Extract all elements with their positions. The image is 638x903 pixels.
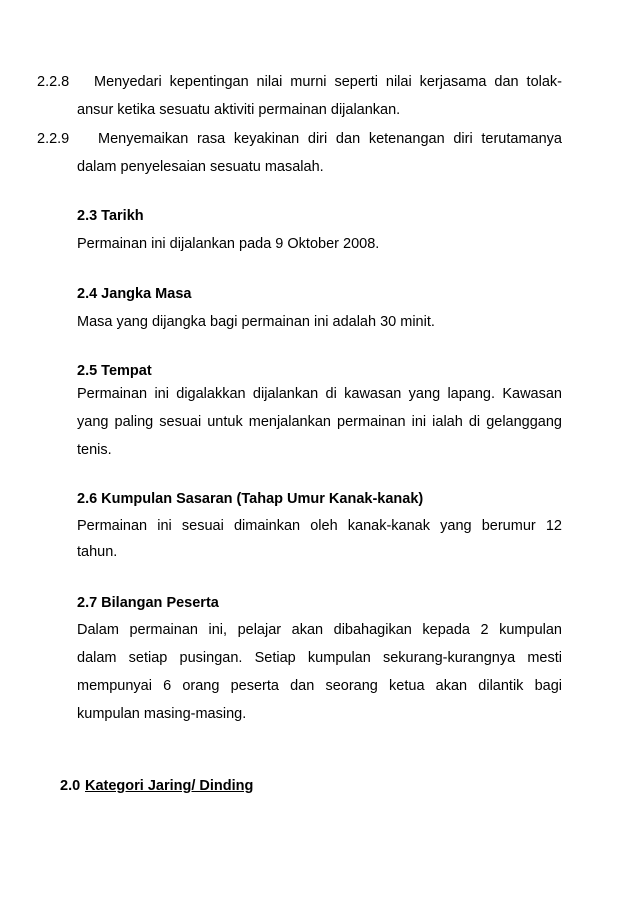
section-heading: 2.4 Jangka Masa <box>77 286 192 302</box>
section-heading: 2.6 Kumpulan Sasaran (Tahap Umur Kanak-kanak) <box>77 491 424 507</box>
section-text-line: dalam setiap pusingan. Setiap kumpulan sekurang-kurangnya mesti <box>77 650 562 666</box>
item-text-line: ansur ketika sesuatu aktiviti permainan dijalankan. <box>77 102 401 118</box>
item-text-line: Menyedari kepentingan nilai murni seperti nilai kerjasama dan tolak- <box>94 74 562 90</box>
section-text-line: Permainan ini dijalankan pada 9 Oktober 2008. <box>77 236 380 252</box>
section-heading: 2.3 Tarikh <box>77 208 144 224</box>
item-text-line: Menyemaikan rasa keyakinan diri dan ketenangan diri terutamanya <box>98 131 562 147</box>
footer-heading-number: 2.0 <box>60 778 81 794</box>
item-number: 2.2.8 <box>37 74 70 90</box>
item-number: 2.2.9 <box>37 131 70 147</box>
item-text-line: dalam penyelesaian sesuatu masalah. <box>77 159 324 175</box>
section-text-line: tenis. <box>77 442 112 458</box>
section-text-line: Permainan ini sesuai dimainkan oleh kanak-kanak yang berumur 12 <box>77 518 562 534</box>
section-heading: 2.5 Tempat <box>77 363 152 379</box>
section-heading: 2.7 Bilangan Peserta <box>77 595 219 611</box>
section-text-line: mempunyai 6 orang peserta dan seorang ketua akan dilantik bagi <box>77 678 562 694</box>
section-text-line: Dalam permainan ini, pelajar akan dibahagikan kepada 2 kumpulan <box>77 622 562 638</box>
section-text-line: Permainan ini digalakkan dijalankan di kawasan yang lapang. Kawasan <box>77 386 562 402</box>
section-text-line: Masa yang dijangka bagi permainan ini adalah 30 minit. <box>77 314 435 330</box>
footer-heading-title: Kategori Jaring/ Dinding <box>85 778 254 794</box>
section-text-line: kumpulan masing-masing. <box>77 706 247 722</box>
section-text-line: tahun. <box>77 544 118 560</box>
section-text-line: yang paling sesuai untuk menjalankan permainan ini ialah di gelanggang <box>77 414 562 430</box>
